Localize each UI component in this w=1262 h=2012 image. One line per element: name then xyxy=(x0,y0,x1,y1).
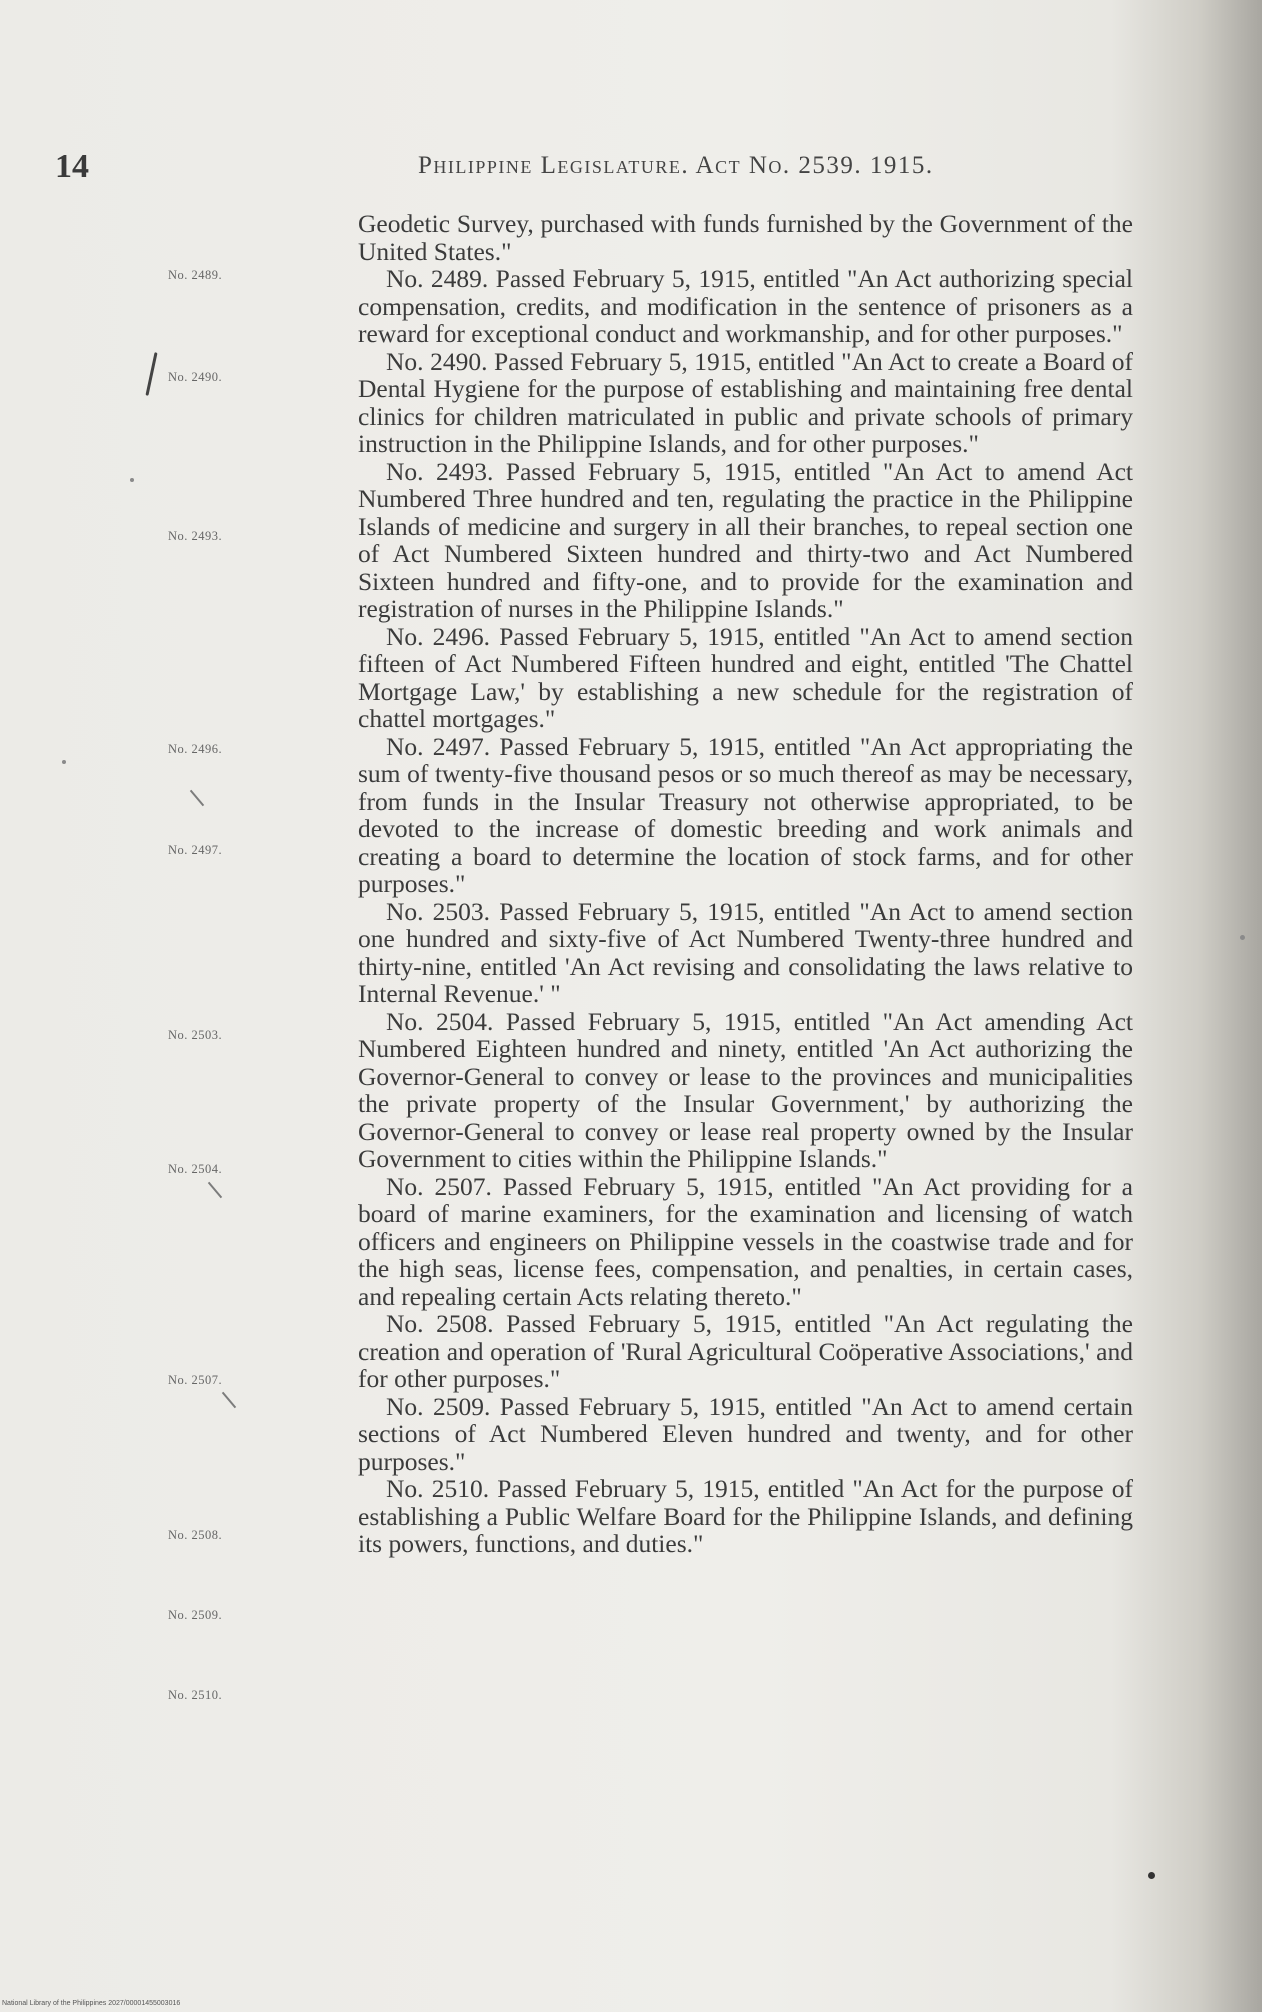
act-paragraph-2489: No. 2489. Passed February 5, 1915, entitled "An Act authorizing special compensation, credits, and modification in the sentence of prisoners as a reward for exceptional conduct and workmanship, and for other purposes." xyxy=(358,264,1133,348)
act-paragraph-2497: No. 2497. Passed February 5, 1915, entitled "An Act appropriating the sum of twenty-five thousand pesos or so much thereof as may be necessary, from funds in the Insular Treasury not otherwise appropriated, to be devoted to the increase of domestic breeding and work animals and creating a board to determine the location of stock farms, and for other purposes." xyxy=(358,731,1133,898)
margin-note-2490: No. 2490. xyxy=(168,370,223,384)
pencil-dash-mark xyxy=(190,790,204,807)
margin-note-2504: No. 2504. xyxy=(168,1162,223,1176)
pencil-dash-mark xyxy=(222,1392,236,1409)
ink-dot xyxy=(1148,1872,1155,1879)
pencil-dash-mark xyxy=(208,1182,222,1199)
margin-note-2489: No. 2489. xyxy=(168,268,223,282)
act-paragraph-2504: No. 2504. Passed February 5, 1915, entitled "An Act amending Act Numbered Eighteen hundred and ninety, entitled 'An Act authorizing the Governor-General to convey or lease to the provinces and municipalities the private property of the Insular Government,' by authorizing the Governor-General to convey or lease real property owned by the Insular Government to cities within the Philippine Islands." xyxy=(358,1006,1133,1173)
act-paragraph-2510: No. 2510. Passed February 5, 1915, entitled "An Act for the purpose of establishing a Public Welfare Board for the Philippine Islands, and defining its powers, functions, and duties." xyxy=(358,1474,1133,1558)
act-paragraph-2493: No. 2493. Passed February 5, 1915, entitled "An Act to amend Act Numbered Three hundred and ten, regulating the practice in the Philippine Islands of medicine and surgery in all their branches, to repeal section one of Act Numbered Sixteen hundred and thirty-two and Act Numbered Sixteen hundred and fifty-one, and to provide for the examination and registration of nurses in the Philippine Islands." xyxy=(358,456,1133,623)
check-tick-mark xyxy=(145,352,157,396)
ink-dot xyxy=(1240,935,1245,940)
margin-note-2508: No. 2508. xyxy=(168,1528,223,1542)
margin-note-2509: No. 2509. xyxy=(168,1608,223,1622)
footer-credit: National Library of the Philippines 2027/00001455003016 xyxy=(2,2000,181,2007)
act-paragraph-2507: No. 2507. Passed February 5, 1915, entitled "An Act providing for a board of marine examiners, for the examination and licensing of watch officers and engineers on Philippine vessels in the coastwise trade and for the high seas, license fees, compensation, and penalties, in certain cases, and repealing certain Acts relating thereto." xyxy=(358,1171,1133,1311)
act-paragraph-2508: No. 2508. Passed February 5, 1915, entitled "An Act regulating the creation and operation of 'Rural Agricultural Coöperative Associations,' and for other purposes." xyxy=(358,1309,1133,1393)
act-paragraph-2503: No. 2503. Passed February 5, 1915, entitled "An Act to amend section one hundred and sixty-five of Act Numbered Twenty-three hundred and thirty-nine, entitled 'An Act revising and consolidating the laws relative to Internal Revenue.' " xyxy=(358,896,1133,1008)
opening-paragraph: Geodetic Survey, purchased with funds furnished by the Government of the United States." xyxy=(358,209,1133,266)
margin-note-2496: No. 2496. xyxy=(168,742,223,756)
running-head: Philippine Legislature. Act No. 2539. 1915. xyxy=(418,152,934,179)
margin-note-2510: No. 2510. xyxy=(168,1688,223,1702)
page-number: 14 xyxy=(55,148,89,185)
ink-dot xyxy=(62,760,66,764)
body-text xyxy=(358,210,1133,1558)
margin-note-2503: No. 2503. xyxy=(168,1028,223,1042)
act-paragraph-2490: No. 2490. Passed February 5, 1915, entitled "An Act to create a Board of Dental Hygiene for the purpose of establishing and maintaining free dental clinics for children matriculated in public and private schools of primary instruction in the Philippine Islands, and for other purposes." xyxy=(358,346,1133,458)
margin-note-2497: No. 2497. xyxy=(168,843,223,857)
margin-note-2493: No. 2493. xyxy=(168,529,223,543)
act-paragraph-2496: No. 2496. Passed February 5, 1915, entitled "An Act to amend section fifteen of Act Numbered Fifteen hundred and eight, entitled 'The Chattel Mortgage Law,' by establishing a new schedule for the registration of chattel mortgages." xyxy=(358,621,1133,733)
margin-note-2507: No. 2507. xyxy=(168,1373,223,1387)
ink-dot xyxy=(130,478,134,482)
act-paragraph-2509: No. 2509. Passed February 5, 1915, entitled "An Act to amend certain sections of Act Numbered Eleven hundred and twenty, and for other purposes." xyxy=(358,1391,1133,1476)
